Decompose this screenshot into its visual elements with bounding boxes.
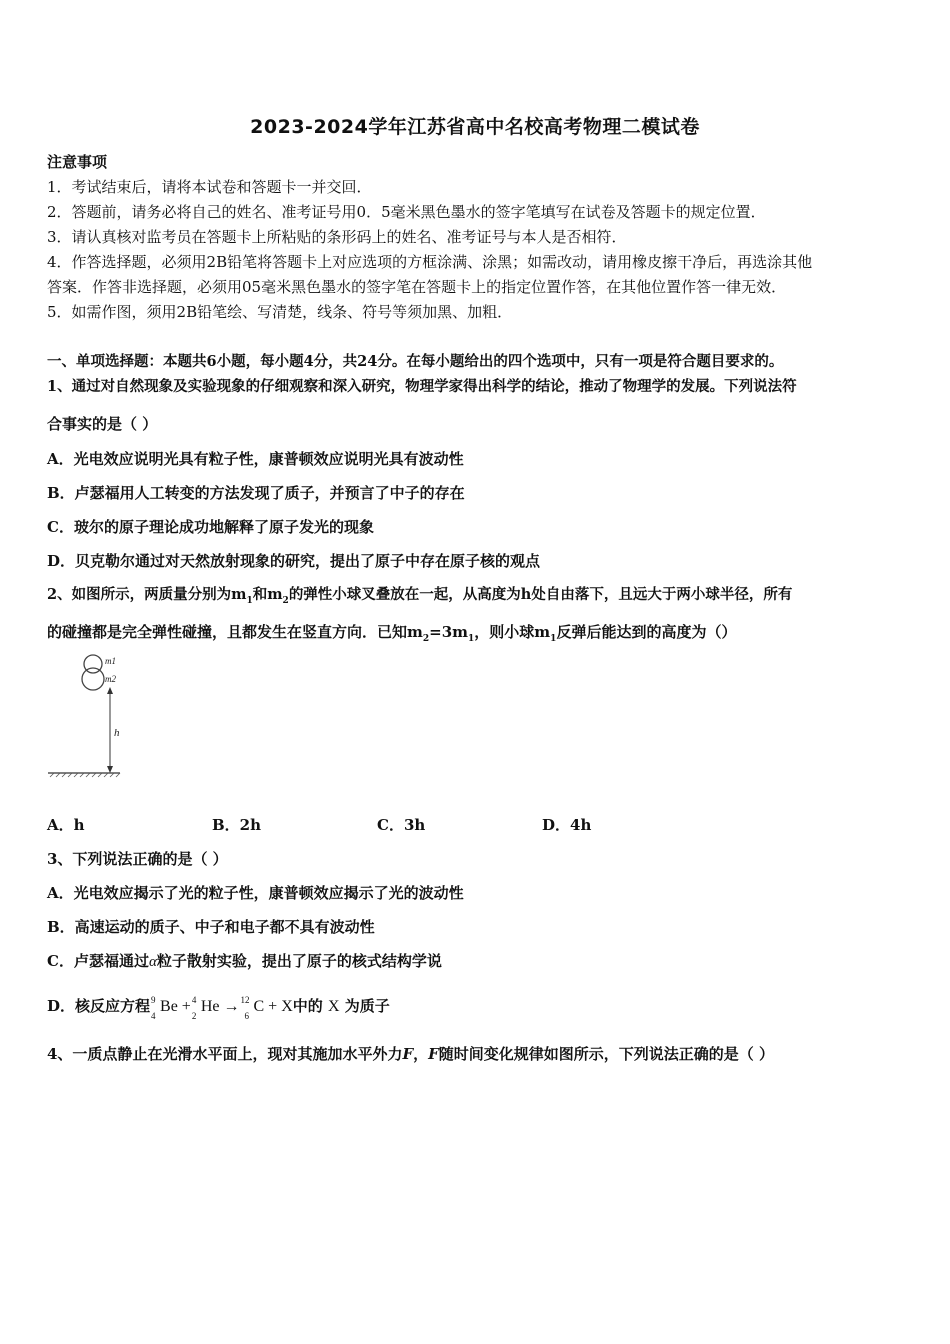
notice-item: 1．考试结束后，请将本试卷和答题卡一并交回． [47,178,372,196]
nuclear-equation: 9 4 Be + 4 2 He → 12 6 C + X [151,995,293,1021]
arrowhead-down [107,766,113,773]
label-h: h [114,727,120,739]
notice-item: 3．请认真核对监考员在答题卡上所粘贴的条形码上的姓名、准考证号与本人是否相符． [47,228,627,246]
notice-item: 2．答题前，请务必将自己的姓名、准考证号用0．5毫米黑色墨水的签字笔填写在试卷及答题卡的规定位置． [47,203,766,221]
label-m2: m2 [105,674,116,684]
page-title: 2023-2024学年江苏省高中名校高考物理二模试卷 [250,116,700,138]
q4-stem: 4、一质点静止在光滑水平面上，现对其施加水平外力F，F随时间变化规律如图所示，下列说法正确的是（ ） [47,1045,775,1063]
q3-stem: 3、下列说法正确的是（ ） [47,850,228,868]
q3-option-c: C．卢瑟福通过α粒子散射实验，提出了原子的核式结构学说 [47,952,442,970]
q2-option-d: D．4h [542,816,592,834]
notice-item: 5．如需作图，须用2B铅笔绘、写清楚，线条、符号等须加黑、加粗． [47,303,513,321]
q2-option-a: A．h [47,816,85,834]
notice-item: 4．作答选择题，必须用2B铅笔将答题卡上对应选项的方框涂满、涂黑；如需改动，请用橡皮擦干净后，再选涂其他 [47,253,813,271]
q1-option-b: B．卢瑟福用人工转变的方法发现了质子，并预言了中子的存在 [47,484,465,502]
ball-m2 [82,668,104,690]
q1-stem: 1、通过对自然现象及实验现象的仔细观察和深入研究，物理学家得出科学的结论，推动了物理学的发展。下列说法符 [47,378,797,395]
q3-option-a: A．光电效应揭示了光的粒子性，康普顿效应揭示了光的波动性 [47,884,464,902]
notice-heading: 注意事项 [47,153,108,171]
q1-option-c: C．玻尔的原子理论成功地解释了原子发光的现象 [47,518,374,536]
label-m1: m1 [105,656,116,666]
alpha-symbol: α [148,954,157,970]
q2-stem-cont: 的碰撞都是完全弹性碰撞，且都发生在竖直方向．已知$m_2=3m_1$，则小球$m_1$反弹后能达到的高度为（） [47,623,737,644]
q2-option-c: C．3h [377,816,426,834]
q1-option-d: D．贝克勒尔通过对天然放射现象的研究，提出了原子中存在原子核的观点 [47,552,541,570]
q2-stem: 2、如图所示，两质量分别为$m_1$和$m_2$的弹性小球叉叠放在一起，从高度为h处自由落下，且远大于两小球半径，所有 [47,586,793,606]
q1-option-a: A．光电效应说明光具有粒子性，康普顿效应说明光具有波动性 [47,450,464,468]
section-heading: 一、单项选择题：本题共6小题，每小题4分，共24分。在每小题给出的四个选项中，只有一项是符合题目要求的。 [47,353,784,370]
q2-option-b: B．2h [212,816,262,834]
q3-option-d: D．核反应方程 9 4 Be + 4 2 He → 12 6 C + X中的 X 为质子 [47,995,390,1021]
q3-option-b: B．高速运动的质子、中子和电子都不具有波动性 [47,918,375,936]
arrowhead-up [107,687,113,694]
q1-stem-cont: 合事实的是（ ） [47,415,158,433]
q2-figure [44,652,134,782]
notice-item: 答案．作答非选择题，必须用05毫米黑色墨水的签字笔在答题卡上的指定位置作答，在其他位置作答一律无效． [47,278,787,296]
